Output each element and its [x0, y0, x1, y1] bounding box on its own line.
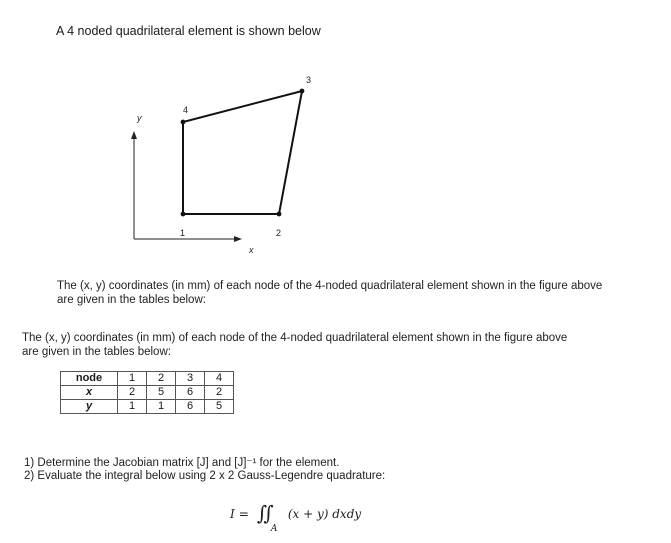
table-row	[61, 386, 234, 400]
node-2-label: 2	[276, 228, 282, 238]
integral-expression	[230, 501, 362, 534]
table-header-node: node	[61, 372, 118, 386]
node-1-dot	[181, 212, 186, 217]
y-axis-arrow	[131, 131, 137, 139]
y-value-1: 1	[118, 400, 147, 414]
node-number-2: 2	[147, 372, 176, 386]
coordinates-paragraph-1: The (x, y) coordinates (in mm) of each node of the 4-noded quadrilateral element shown in the figure above are given in the tables below:	[57, 280, 603, 306]
row-x-label: x	[61, 386, 118, 400]
y-value-2: 1	[147, 400, 176, 414]
quadrilateral-figure	[0, 0, 671, 270]
integrand: (x + y) dxdy	[287, 507, 362, 521]
row-y-label: y	[61, 400, 118, 414]
node-number-4: 4	[205, 372, 234, 386]
table-row	[61, 400, 234, 414]
integral-sign: ∬	[256, 501, 274, 525]
integral-lhs: I	[230, 507, 235, 521]
node-number-3: 3	[176, 372, 205, 386]
coordinates-paragraph-2: The (x, y) coordinates (in mm) of each node of the 4-noded quadrilateral element shown in the figure above are given in the tables below:	[22, 332, 568, 358]
node-4-dot	[181, 120, 186, 125]
element-outline	[183, 91, 302, 214]
intro-text: A 4 noded quadrilateral element is shown below	[56, 24, 321, 38]
question-1: 1) Determine the Jacobian matrix [J] and [J]⁻¹ for the element.	[24, 457, 340, 469]
x-value-1: 2	[118, 386, 147, 400]
integral-domain: A	[270, 524, 278, 534]
node-3-dot	[300, 89, 305, 94]
node-coordinates-table	[60, 371, 234, 414]
x-value-3: 6	[176, 386, 205, 400]
y-value-3: 6	[176, 400, 205, 414]
node-3-label: 3	[306, 75, 312, 85]
y-axis-label: y	[137, 113, 142, 123]
double-integral-symbol	[256, 501, 278, 534]
x-value-2: 5	[147, 386, 176, 400]
node-number-1: 1	[118, 372, 147, 386]
node-4-label: 4	[183, 105, 189, 115]
integral-equals: =	[238, 507, 249, 521]
x-axis-label: x	[249, 245, 254, 255]
question-2: 2) Evaluate the integral below using 2 x 2 Gauss-Legendre quadrature:	[24, 470, 386, 482]
table-row	[61, 372, 234, 386]
question-list	[24, 457, 385, 483]
x-axis-arrow	[234, 236, 242, 242]
x-value-4: 2	[205, 386, 234, 400]
node-1-label: 1	[180, 228, 186, 238]
y-value-4: 5	[205, 400, 234, 414]
node-2-dot	[277, 212, 282, 217]
